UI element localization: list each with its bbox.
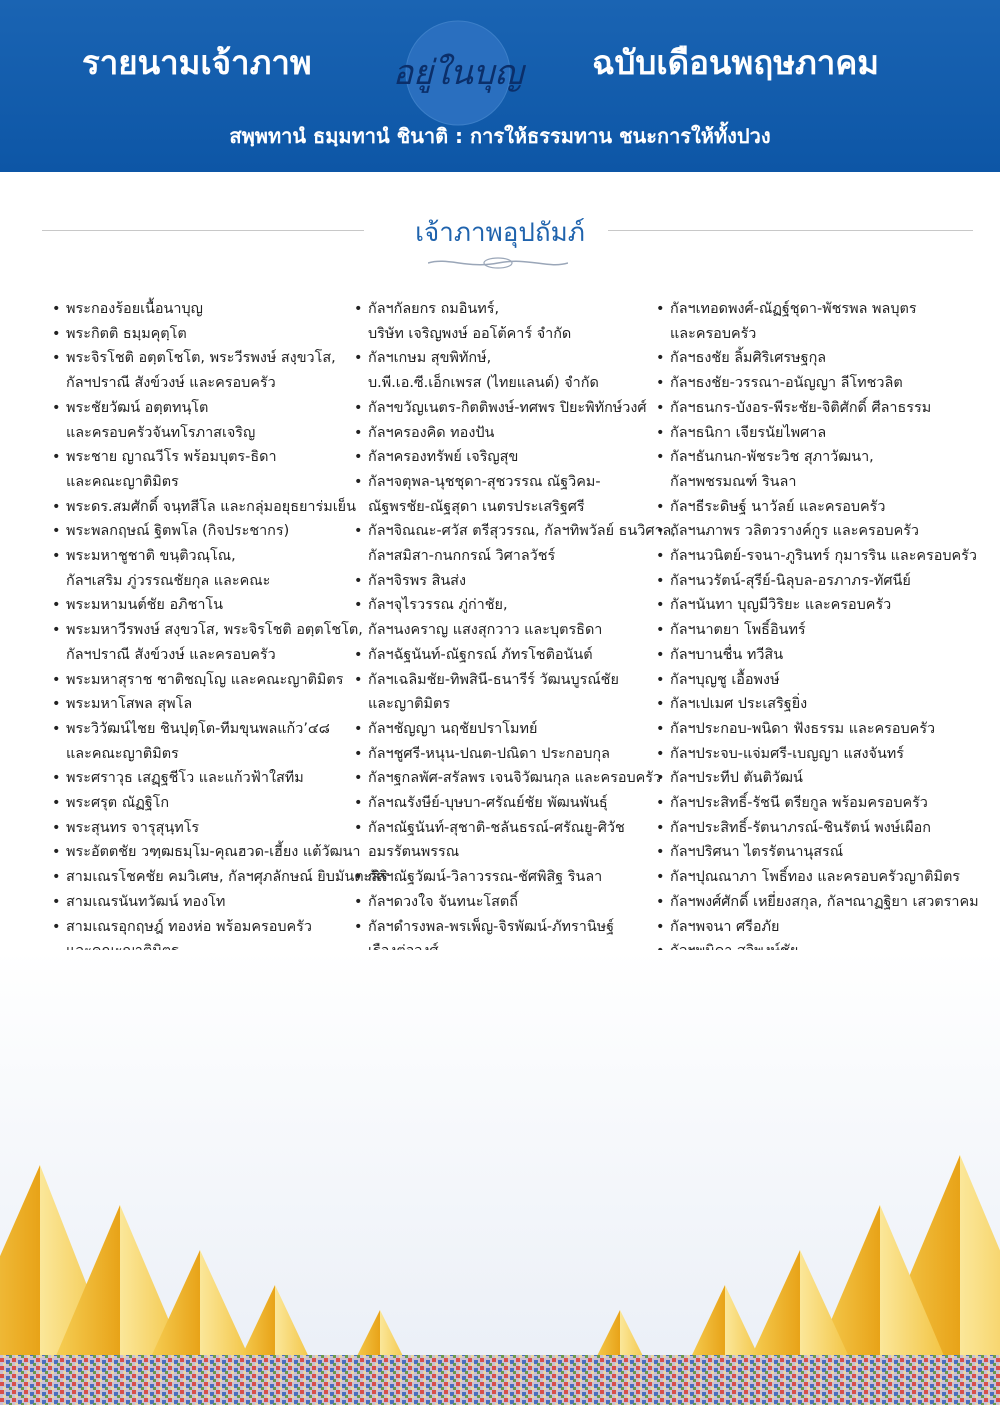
sponsor-entry [52, 668, 352, 693]
sponsor-entry-line: และคณะญาติมิตร [66, 745, 179, 762]
sponsor-entry [52, 322, 352, 347]
sponsor-entry-line: • พระมหามนต์ชัย อภิชาโน [66, 597, 223, 614]
sponsor-entry-line: • กัลฯประสิทธิ์-รัชนี ตรียกูล พร้อมครอบครัว [670, 795, 928, 812]
sponsor-entry [656, 840, 976, 865]
sponsor-entry [354, 890, 654, 915]
sponsor-entry [656, 915, 976, 940]
sponsor-entry-line: • พระกองร้อยเนื้อนาบุญ [66, 301, 203, 317]
sponsor-entry [354, 297, 654, 346]
sponsor-entry-line: กัลฯเสริม ภู่วรรณชัยกุล และคณะ [66, 572, 271, 589]
sponsor-entry-line: • พระมหาชูชาติ ขนฺติวณฺโณ, [66, 548, 236, 565]
sponsor-entry-line: • กัลฯขวัญเนตร-กิตติพงษ์-ทศพร ปิยะพิทักษ์วงศ์ [368, 399, 647, 416]
sponsor-entry [52, 890, 352, 915]
sponsor-entry [52, 346, 352, 395]
sponsor-entry [52, 445, 352, 494]
sponsor-entry-line: • พระอัตตชัย วฑฺฒธมฺโม-คุณฮวด-เฮี้ยง แต้วัฒนา [66, 844, 361, 861]
sponsor-entry [656, 766, 976, 791]
sponsor-entry-line: • กัลฯชัญญา นฤชัยปราโมทย์ [368, 720, 538, 737]
sponsor-entry-line: • กัลฯประสิทธิ์-รัตนาภรณ์-ชินรัตน์ พงษ์เผือก [670, 819, 931, 836]
sponsor-entry-line: • พระดร.สมศักดิ์ จนฺทสีโล และกลุ่มอยุธยาร่มเย็น [66, 498, 356, 515]
sponsor-entry [52, 692, 352, 717]
sponsor-entry [354, 668, 654, 717]
sponsor-entry [656, 692, 976, 717]
sponsor-entry [354, 593, 654, 642]
sponsor-entry-line: และครอบครัว [670, 325, 757, 342]
sponsor-entry [354, 742, 654, 767]
sponsor-entry-line: • กัลฯครองทรัพย์ เจริญสุข [368, 449, 519, 466]
sponsor-entry-line: • กัลฯจตุพล-นุชชุดา-สุชวรรณ ณัฐวิคม- [368, 473, 601, 490]
sponsor-entry [354, 791, 654, 816]
sponsor-entry [52, 766, 352, 791]
sponsor-entry-line: • กัลฯปริศนา ไตรรัตนานุสรณ์ [670, 844, 844, 861]
sponsor-entry [52, 791, 352, 816]
divider-right [608, 230, 973, 231]
sponsor-entry [52, 495, 356, 520]
sponsor-entry-line: • กัลฯฐกลพัศ-สรัลพร เจนจิวัฒนกุล และครอบครัว [368, 770, 662, 787]
sponsor-entry-line: • กัลฯปุณณาภา โพธิ์ทอง และครอบครัวญาติมิตร [670, 869, 961, 886]
sponsor-entry [656, 791, 976, 816]
sponsor-entry-line: ณัฐพรชัย-ณัฐสุดา เนตรประเสริฐศรี [368, 498, 585, 515]
sponsor-entry-line: • สามเณรอุกฤษฎ์ ทองห่อ พร้อมครอบครัว [66, 918, 312, 935]
sponsor-entry-line: • กัลฯธงชัย ลิ้มศิริเศรษฐกุล [670, 350, 827, 367]
sponsor-entry [52, 297, 352, 322]
sponsor-entry [52, 840, 361, 865]
sponsor-entry [656, 593, 976, 618]
sponsor-entry [52, 618, 363, 667]
sponsor-entry-line: • กัลฯธนกร-บังอร-พีระชัย-จิติศักดิ์ ศีลาธรรม [670, 399, 932, 416]
sponsor-entry-line: • กัลฯครองคิด ทองปัน [368, 424, 495, 441]
sponsor-entry [354, 421, 654, 446]
sponsor-entry-line: บริษัท เจริญพงษ์ ออโต้คาร์ จำกัด [368, 325, 572, 342]
sponsor-entry [656, 371, 976, 396]
sponsor-entry-line: • กัลฯนภาพร วลิตวรางค์กูร และครอบครัว [670, 523, 920, 540]
golden-pagoda-footer [0, 950, 1000, 1405]
sponsor-entry-line: • กัลฯเกษม สุขพิทักษ์, [368, 350, 492, 367]
sponsor-entry-line: • กัลฯนันทา บุญมีวิริยะ และครอบครัว [670, 597, 892, 614]
sponsor-entry-line: • พระมหาวีรพงษ์ สงฺขวโส, พระจิรโชติ อตฺตโชโต, [66, 622, 363, 639]
sponsor-entry-line: • กัลฯพจนา ศรีอภัย [670, 918, 780, 935]
sponsor-entry-line: • กัลฯธีระดิษฐ์ นาวัลย์ และครอบครัว [670, 498, 886, 515]
sponsor-entry [656, 544, 976, 569]
sponsor-entry [52, 593, 352, 618]
sponsor-entry-line: และญาติมิตร [368, 696, 451, 713]
sponsor-entry-line: • กัลฯนวนิตย์-รจนา-ภูรินทร์ กุมารริน และครอบครัว [670, 548, 977, 565]
sponsor-entry [354, 519, 676, 568]
sponsor-entry-line: กัลฯนงคราญ แสงสุกวาว และบุตรธิดา [368, 622, 603, 639]
sponsor-entry [354, 569, 654, 594]
sponsor-entry-line: • กัลฯเทอดพงศ์-ณัฏฐ์ชุดา-พัชรพล พลบุตร [670, 301, 917, 317]
sponsor-entry-line: • กัลฯพงศ์ศักดิ์ เหยี่ยงสกุล, กัลฯณาฏฐิยา เสวตราคม [670, 893, 979, 910]
sponsor-entry-line: บ.พี.เอ.ซี.เอ็กเพรส (ไทยแลนด์) จำกัด [368, 375, 599, 392]
sponsor-entry-line: • กัลฯณัฐวัฒน์-วิลาวรรณ-ชัศพิสิฐ รินลา [368, 869, 603, 886]
sponsor-entry [52, 519, 352, 544]
sponsor-entry [656, 421, 976, 446]
sponsor-entry [354, 396, 654, 421]
sponsor-entry-line: • พระกิตติ ธมฺมคุตฺโต [66, 325, 187, 342]
sponsor-entry-line: • กัลฯบานชื่น ทวีสิน [670, 646, 784, 663]
sponsor-entry-line: • กัลฯกัลยกร ถมอินทร์, [368, 301, 500, 317]
sponsor-entry [656, 445, 976, 494]
sponsor-entry [656, 519, 976, 544]
sponsor-entry-line: • กัลฯจุไรวรรณ ภู่ก่าชัย, [368, 597, 508, 614]
sponsor-entry [354, 445, 654, 470]
sponsor-entry [656, 569, 976, 594]
sponsor-entry-line: • กัลฯธงชัย-วรรณา-อนัญญา ลีโทชวลิต [670, 375, 903, 392]
svg-text:อยู่ในบุญ: อยู่ในบุญ [392, 53, 524, 93]
sponsor-entry-line: อมรรัตนพรรณ [368, 844, 460, 861]
sponsor-entry-line: • กัลฯชูศรี-หนุน-ปณต-ปณิดา ประกอบกุล [368, 745, 610, 762]
sponsor-entry [354, 643, 654, 668]
sponsor-entry-line: กัลฯปราณี สังข์วงษ์ และครอบครัว [66, 375, 276, 392]
sponsor-entry [354, 766, 662, 791]
sponsor-entry-line: • พระสุนทร จารุสุนฺทโร [66, 819, 200, 836]
sponsor-entry [656, 890, 979, 915]
sponsor-entry-line: • กัลฯดำรงพล-พรเพ็ญ-จิรพัฒน์-ภัทรานิษฐ์ [368, 918, 615, 935]
sponsor-entry-line: กัลฯสมิสา-กนกกรณ์ วิศาลวัชร์ [368, 548, 556, 565]
header-title-left: รายนามเจ้าภาพ [82, 43, 312, 82]
sponsor-entry [656, 816, 976, 841]
sponsor-entry [656, 618, 976, 643]
sponsor-entry-line: • พระจิรโชติ อตฺตโชโต, พระวีรพงษ์ สงฺขวโส, [66, 350, 336, 367]
sponsor-entry-line: • กัลฯดวงใจ จันทนะโสตถิ์ [368, 893, 518, 910]
sponsor-entry-line: • กัลฯธนิกา เจียรนัยไพศาล [670, 424, 827, 441]
sponsor-entry [656, 717, 976, 742]
sponsor-entry-line: • พระพลกฤษณ์ ฐิตพโล (กิจประชากร) [66, 523, 290, 540]
sponsor-entry-line: • กัลฯนวรัตน์-สุรีย์-นิลุบล-อรภาภร-ทัศนีย์ [670, 572, 911, 589]
ayu-nai-bun-logo [340, 18, 575, 128]
sponsor-entry-line: • กัลฯประกอบ-พนิดา ฟังธรรม และครอบครัว [670, 720, 936, 737]
sponsor-entry [354, 346, 654, 395]
sponsor-entry-line: • กัลฯประจบ-แจ่มศรี-เบญญา แสงจันทร์ [670, 745, 905, 762]
sponsor-entry-line: • พระมหาสุราช ชาติชญฺโญ และคณะญาติมิตร [66, 671, 344, 688]
sponsor-entry [656, 346, 976, 371]
sponsor-entry [52, 816, 352, 841]
section-title: เจ้าภาพอุปถัมภ์ [415, 218, 585, 248]
sponsor-entry-line: • พระศราวุธ เสฏฺฐชีโว และแก้วฟ้าใสทีม [66, 770, 304, 787]
header-title-right: ฉบับเดือนพฤษภาคม [592, 43, 880, 82]
sponsor-entry-line: • กัลฯฉัฐนันท์-ณัฐกรณ์ ภัทรโชติอนันต์ [368, 646, 593, 663]
sponsor-entry [656, 865, 976, 890]
sponsor-entry [354, 816, 654, 865]
sponsor-entry-line: และคณะญาติมิตร [66, 473, 179, 490]
sponsor-entry [52, 865, 388, 890]
sponsor-entry-line: • กัลฯนาตยา โพธิ์อินทร์ [670, 622, 806, 639]
sponsor-entry-line: • พระชาย ญาณวีโร พร้อมบุตร-ธิดา [66, 449, 277, 466]
sponsor-entry [354, 470, 654, 519]
sponsor-entry-line: • พระศรุต ณัฏฐิโก [66, 795, 170, 812]
sponsor-entry [656, 297, 976, 346]
sponsor-entry [52, 717, 352, 766]
sponsor-entry-line: • กัลฯจิณณะ-ศวัส ตรีสุวรรณ, กัลฯทิพวัลย์ ธนวิศาล, [368, 523, 676, 540]
sponsor-entry-line: • กัลฯณรังษีย์-บุษบา-ศรัณย์ชัย พัฒนพันธุ์ [368, 795, 608, 812]
sponsor-entry-line: และครอบครัวจันทโรภาสเจริญ [66, 424, 256, 441]
header-subtitle: สพฺพทานํ ธมฺมทานํ ชินาติ : การให้ธรรมทาน ชนะการให้ทั้งปวง [229, 124, 771, 148]
sponsor-entry [656, 495, 976, 520]
sponsor-entry-line: • สามเณรโชคชัย คมวิเศษ, กัลฯศุภลักษณ์ ยิบมันตะสิริ [66, 869, 388, 886]
sponsor-entry [354, 865, 654, 890]
sponsor-entry-line: • พระมหาโสพล สุพโล [66, 696, 193, 713]
ornament-divider [428, 256, 568, 270]
sponsor-entry-line: • กัลฯบุญชู เอื้อพงษ์ [670, 671, 780, 688]
sponsor-entry [656, 643, 976, 668]
sponsor-entry-line: • กัลฯประทีป ตันติวัฒน์ [670, 770, 803, 787]
sponsor-entry-line: • พระวิวัฒน์ไชย ชินปุตฺโต-ทีมขุนพลแก้ว’๔๘ [66, 720, 330, 737]
sponsor-entry-line: • กัลฯจิรพร สินส่ง [368, 572, 466, 589]
sponsor-entry [656, 668, 976, 693]
sponsor-entry-line: กัลฯปราณี สังข์วงษ์ และครอบครัว [66, 646, 276, 663]
sponsor-entry [52, 544, 352, 593]
sponsor-entry [354, 717, 654, 742]
sponsor-entry [656, 396, 976, 421]
sponsor-entry-line: • กัลฯเฉลิมชัย-ทิพสินี-ธนารีร์ วัฒนบูรณ์ชัย [368, 671, 619, 688]
sponsor-entry-line: • กัลฯธันกนก-พัชระวิช สุภาวัฒนา, [670, 449, 874, 466]
sponsor-entry-line: กัลฯพชรมณฑ์ รินลา [670, 473, 797, 490]
header-banner [0, 0, 1000, 172]
sponsor-entry-line: • กัลฯณัฐนันท์-สุชาติ-ชลันธรณ์-ศรัณยู-ศิวัช [368, 819, 625, 836]
sponsor-entry [52, 396, 352, 445]
sponsor-entry [656, 742, 976, 767]
sponsor-entry-line: • สามเณรนันทวัฒน์ ทองโท [66, 893, 226, 910]
sponsor-entry-line: • พระชัยวัฒน์ อตฺตทนฺโต [66, 399, 209, 416]
sponsor-entry-line: • กัลฯเปเมศ ประเสริฐยิ่ง [670, 696, 808, 713]
